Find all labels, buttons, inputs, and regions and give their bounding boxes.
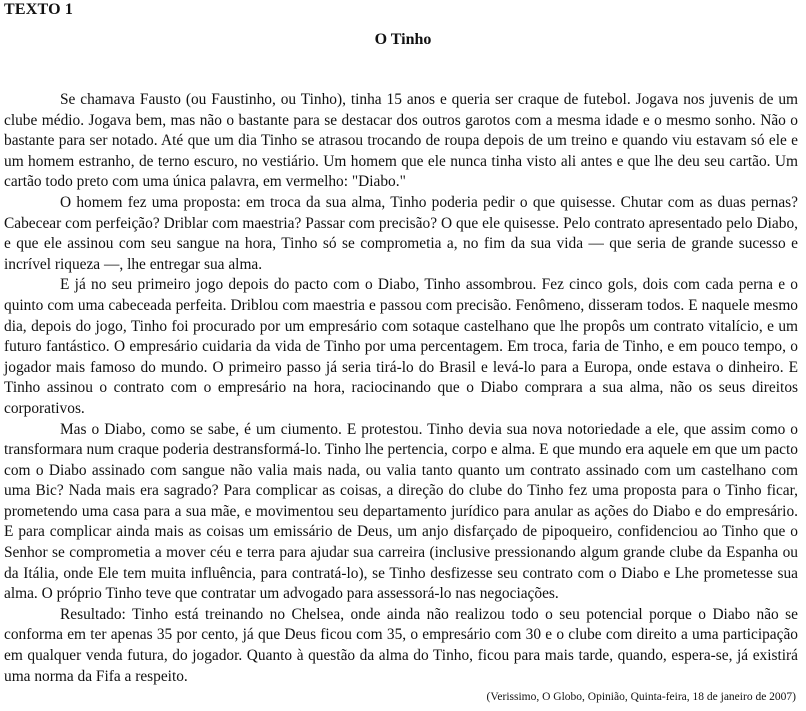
paragraph: Mas o Diabo, como se sabe, é um ciumento. E protestou. Tinho devia sua nova notoriedade a ele, que assim como o transformara num craque poderia destransformá-lo. Tinho lhe pertencia, corpo e alma. E que mundo era aquele em que um pacto com o Diabo assinado com sangue não valia mais nada, ou valia tanto quanto um contrato assinado com um castelhano com uma Bic? Nada mais era sagrado? Para complicar as coisas, a direção do clube do Tinho fez uma proposta para o Tinho ficar, prometendo uma casa para a sua mãe, e movimentou seu departamento jurídico para anular as ações do Diabo e do empresário. E para complicar ainda mais as coisas um emissário de Deus, um anjo disfarçado de pipoqueiro, confidenciou ao Tinho que o Senhor se comprometia a mover céu e terra para ajudar sua carreira (inclusive pressionando algum grande clube da Espanha ou da Itália, onde Ele tem muita influência, para contratá-lo), se Tinho desfizesse seu contrato com o Diabo e Lhe prometesse sua alma. O próprio Tinho teve que contratar um advogado para assessorá-lo nas negociações. [4, 420, 798, 603]
paragraph: O homem fez uma proposta: em troca da sua alma, Tinho poderia pedir o que quisesse. Chutar com as duas pernas? Cabecear com perfeição? Driblar com maestria? Passar com precisão? O que ele quisesse. Pelo contrato apresentado pelo Diabo, e que ele assinou com seu sangue na hora, Tinho só se comprometia a, no fim da sua vida — que seria de grande sucesso e incrível riqueza —, lhe entregar sua alma. [4, 193, 798, 273]
text-body [4, 90, 798, 687]
section-label: TEXTO 1 [4, 1, 74, 18]
source-citation: (Verissimo, O Globo, Opinião, Quinta-feira, 18 de janeiro de 2007) [486, 691, 796, 703]
paragraph: Se chamava Fausto (ou Faustinho, ou Tinho), tinha 15 anos e queria ser craque de futebol. Jogava nos juvenis de um clube médio. Jogava bem, mas não o bastante para se destacar dos outros garotos com a mesma idade e o mesmo sonho. Não o bastante para ser notado. Até que um dia Tinho se atrasou trocando de roupa depois de um treino e quando viu estavam só ele e um homem estranho, de terno escuro, no vestiário. Um homem que ele nunca tinha visto ali antes e que lhe deu seu cartão. Um cartão todo preto com uma única palavra, em vermelho: "Diabo." [4, 91, 798, 191]
paragraph: Resultado: Tinho está treinando no Chelsea, onde ainda não realizou todo o seu potencial porque o Diabo não se conforma em ter apenas 35 por cento, já que Deus ficou com 35, o empresário com 30 e o clube com direito a uma participação em qualquer venda futura, do jogador. Quanto à questão da alma do Tinho, ficou para mais tarde, quando, espera-se, já existirá uma norma da Fifa a respeito. [4, 605, 798, 685]
paragraph: E já no seu primeiro jogo depois do pacto com o Diabo, Tinho assombrou. Fez cinco gols, dois com cada perna e o quinto com uma cabeceada perfeita. Driblou com maestria e passou com precisão. Fenômeno, disseram todos. E naquele mesmo dia, depois do jogo, Tinho foi procurado por um empresário com sotaque castelhano que lhe propôs um contrato vitalício, e um futuro fantástico. O empresário cuidaria da vida de Tinho por uma percentagem. Em troca, faria de Tinho, e em pouco tempo, o jogador mais famoso do mundo. O primeiro passo já seria tirá-lo do Brasil e levá-lo para a Europa, onde estava o dinheiro. E Tinho assinou o contrato com o empresário na hora, raciocinando que o Diabo comprara a sua alma, não os seus direitos corporativos. [4, 276, 798, 417]
text-title: O Tinho [374, 31, 432, 48]
